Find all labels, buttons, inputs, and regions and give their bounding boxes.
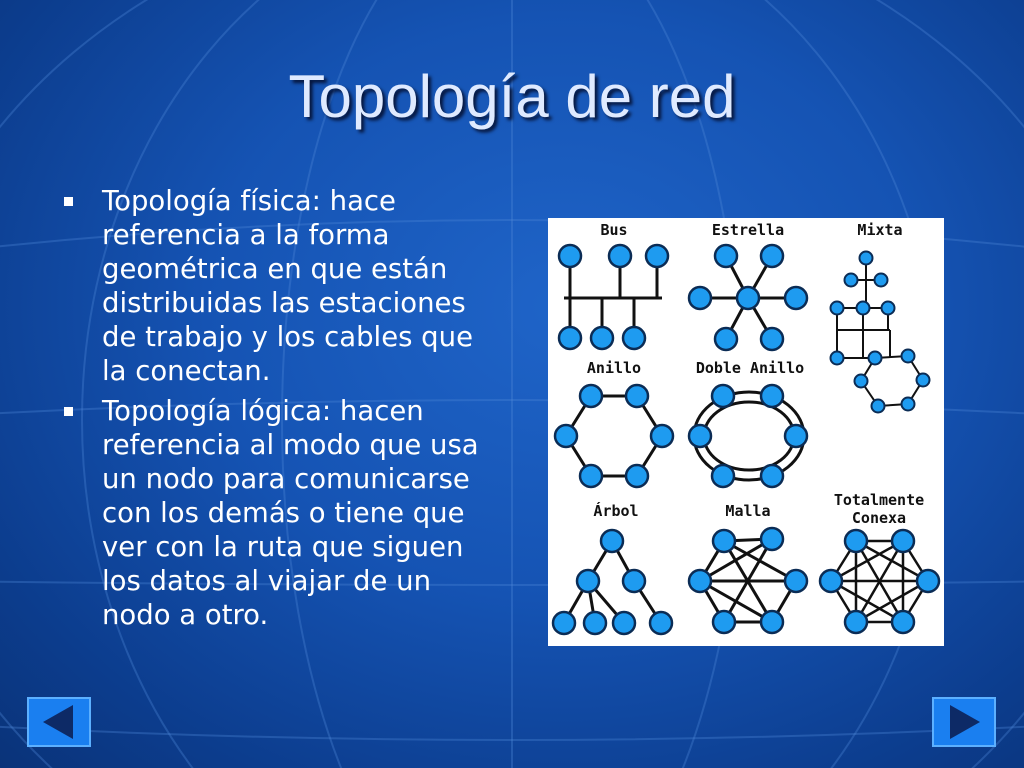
network-node	[917, 570, 939, 592]
fully-connected-topology	[831, 541, 928, 622]
bus-topology	[564, 256, 662, 338]
triangle-left-icon	[29, 699, 89, 745]
label-tree: Árbol	[593, 502, 639, 520]
network-node	[892, 611, 914, 633]
network-node	[892, 530, 914, 552]
network-node	[820, 570, 842, 592]
previous-slide-button[interactable]	[27, 697, 91, 747]
label-star: Estrella	[711, 221, 785, 239]
label-ring: Anillo	[586, 359, 642, 377]
ring-topology	[555, 385, 673, 487]
bullet-item-logical	[60, 394, 500, 632]
label-mesh: Malla	[725, 502, 771, 520]
bullet-list	[60, 184, 500, 638]
bullet-square-icon	[64, 197, 73, 206]
label-bus: Bus	[600, 221, 628, 239]
bullet-square-icon	[64, 407, 73, 416]
mesh-topology	[700, 539, 796, 622]
label-full-line2: Conexa	[851, 509, 907, 527]
next-slide-button[interactable]	[932, 697, 996, 747]
network-node	[845, 530, 867, 552]
slide-title: Topología de red	[288, 63, 736, 130]
topology-diagram	[548, 218, 944, 646]
network-node	[845, 611, 867, 633]
triangle-right-icon	[934, 699, 994, 745]
bullet-text-physical: Topología física: hace referencia a la forma geométrica en que están distribuidas las estaciones de trabajo y los cables que la conectan.	[102, 185, 473, 387]
label-full-line1: Totalmente	[833, 491, 925, 509]
bullet-item-physical	[60, 184, 500, 388]
label-double-ring: Doble Anillo	[695, 359, 805, 377]
bullet-text-logical: Topología lógica: hacen referencia al modo que usa un nodo para comunicarse con los demás o tiene que ver con la ruta que siguen los datos al viajar de un nodo a otro.	[102, 395, 479, 631]
label-mixed: Mixta	[857, 221, 903, 239]
double-ring-topology	[689, 385, 807, 487]
